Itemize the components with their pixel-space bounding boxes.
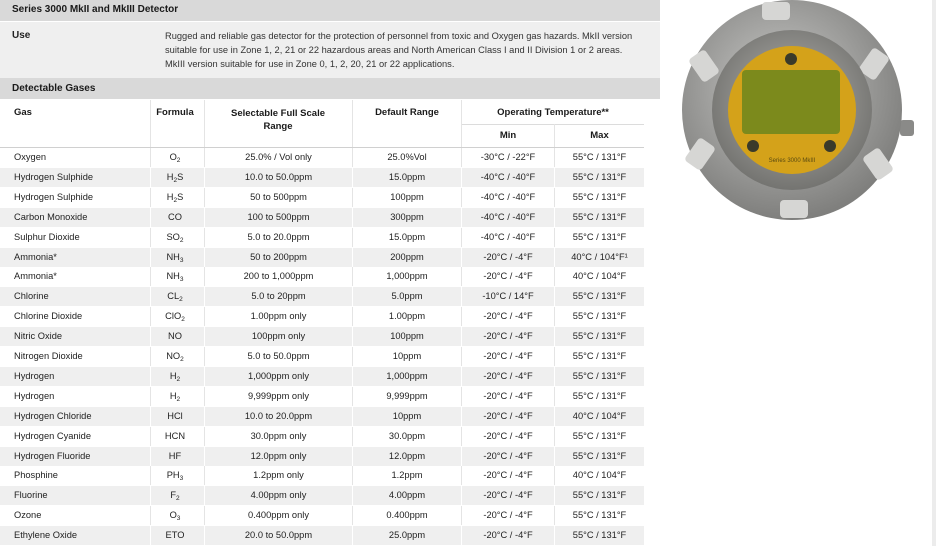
max-temp-cell: 40°C / 104°F [572,410,627,421]
table-row [0,466,644,485]
min-temp-cell: -20°C / -4°F [483,430,533,441]
max-temp-cell: 55°C / 131°F [572,191,627,202]
max-temp-cell: 55°C / 131°F [572,370,627,381]
gas-cell: Hydrogen Chloride [14,410,92,421]
min-temp-cell: -20°C / -4°F [483,271,533,282]
table-row [0,347,644,366]
header-default: Default Range [375,107,439,118]
default-range-cell: 25.0ppm [388,530,426,541]
table-row [0,168,644,187]
max-temp-cell: 55°C / 131°F [572,430,627,441]
table-row [0,148,644,167]
max-temp-cell: 55°C / 131°F [572,231,627,242]
range-cell: 1.00ppm only [250,311,307,322]
range-cell: 25.0% / Vol only [245,152,312,162]
lug-2 [762,2,790,20]
table-row [0,486,644,505]
range-cell: 0.400ppm only [248,510,309,521]
range-cell: 10.0 to 50.0ppm [244,171,313,182]
table-row [0,307,644,326]
max-temp-cell: 40°C / 104°F¹ [571,251,628,262]
max-temp-cell: 40°C / 104°F [572,470,627,481]
min-temp-cell: -40°C / -40°F [480,211,536,222]
formula-cell: HCl [167,410,183,421]
gas-cell: Oxygen [14,152,47,162]
range-cell: 20.0 to 50.0ppm [244,530,313,541]
gas-cell: Chlorine [14,291,49,302]
min-temp-cell: -10°C / 14°F [482,291,534,302]
table-row [0,228,644,247]
max-temp-cell: 55°C / 131°F [572,331,627,342]
gas-cell: Hydrogen [14,370,55,381]
min-temp-cell: -20°C / -4°F [483,311,533,322]
gas-cell: Hydrogen Sulphide [14,171,94,182]
min-temp-cell: -40°C / -40°F [480,231,536,242]
min-temp-cell: -20°C / -4°F [483,251,533,262]
default-range-cell: 1,000ppm [386,271,428,282]
max-temp-cell: 55°C / 131°F [572,211,627,222]
formula-cell: $SO_2$ [166,231,184,244]
default-range-cell: 4.00ppm [388,490,426,501]
header-operating: Operating Temperature** [497,107,609,118]
max-temp-cell: 55°C / 131°F [572,291,627,302]
gas-cell: Hydrogen Fluoride [14,450,91,461]
gas-cell: Ammonia* [14,251,57,262]
detector-illustration [672,0,936,230]
gas-cell: Chlorine Dioxide [14,311,83,322]
default-range-cell: 5.0ppm [391,291,423,302]
min-temp-cell: -40°C / -40°F [480,191,536,202]
down-button-icon [747,140,759,152]
default-range-cell: 25.0%Vol [387,152,427,162]
range-cell: 1,000ppm only [248,370,309,381]
table-row [0,367,644,386]
range-cell: 12.0ppm only [250,450,307,461]
min-temp-cell: -20°C / -4°F [483,351,533,361]
table-row [0,327,644,346]
use-label: Use [12,30,31,41]
gas-cell: Ozone [14,510,42,521]
min-temp-cell: -20°C / -4°F [483,510,533,521]
use-row [0,22,660,78]
top-button-icon [785,53,797,65]
default-range-cell: 1.00ppm [388,311,426,322]
default-range-cell: 1.2ppm [391,470,423,481]
table-row [0,248,644,267]
default-range-cell: 12.0ppm [388,450,426,461]
formula-cell: $F_2$ [170,490,180,503]
table-row [0,287,644,306]
formula-cell: $H_2$ [169,390,181,403]
gas-cell: Fluorine [14,490,48,501]
default-range-cell: 300ppm [390,211,424,222]
max-temp-cell: 55°C / 131°F [572,171,627,182]
max-temp-cell: 55°C / 131°F [572,390,627,401]
max-temp-cell: 55°C / 131°F [572,152,627,162]
gas-cell: Hydrogen Sulphide [14,191,94,202]
detector-label: Series 3000 MkIII [768,158,816,164]
min-temp-cell: -20°C / -4°F [483,490,533,501]
min-temp-cell: -20°C / -4°F [483,331,533,342]
range-cell: 10.0 to 20.0ppm [244,410,313,421]
range-cell: 50 to 200ppm [250,251,307,262]
min-temp-cell: -20°C / -4°F [483,410,533,421]
default-range-cell: 1,000ppm [386,370,428,381]
max-temp-cell: 40°C / 104°F [572,271,627,282]
table-row [0,188,644,207]
table-row [0,506,644,525]
min-temp-cell: -20°C / -4°F [483,390,533,401]
lcd-screen [742,70,840,134]
formula-cell: $H_2S$ [166,191,184,204]
formula-cell: $NH_3$ [166,251,184,264]
range-cell: 200 to 1,000ppm [243,271,314,282]
default-range-cell: 9,999ppm [386,390,428,401]
lug-5 [780,200,808,218]
formula-cell: $CL_2$ [167,291,183,304]
min-temp-cell: -20°C / -4°F [483,470,533,481]
header-formula: Formula [156,107,194,118]
table-row [0,267,644,286]
table-row [0,526,644,545]
gas-cell: Hydrogen [14,390,55,401]
min-temp-cell: -20°C / -4°F [483,450,533,461]
gas-cell: Ammonia* [14,271,57,282]
range-cell: 50 to 500ppm [250,191,307,202]
max-temp-cell: 55°C / 131°F [572,510,627,521]
range-cell: 9,999ppm only [248,390,309,401]
formula-cell: ETO [165,530,185,541]
range-cell: 4.00ppm only [250,490,307,501]
range-cell: 5.0 to 20.0ppm [247,231,310,242]
formula-cell: $H_2$ [169,370,181,383]
default-range-cell: 15.0ppm [388,231,426,242]
min-temp-cell: -20°C / -4°F [483,530,533,541]
formula-cell: NO [168,331,182,342]
default-range-cell: 200ppm [390,251,424,262]
range-cell: 5.0 to 20ppm [251,291,306,302]
header-max: Max [590,130,609,141]
range-cell: 5.0 to 50.0ppm [247,351,310,361]
table-row [0,427,644,446]
gas-cell: Hydrogen Cyanide [14,430,92,441]
gas-cell: Phosphine [14,470,58,481]
formula-cell: CO [168,211,182,222]
table-row [0,387,644,406]
default-range-cell: 0.400ppm [386,510,428,521]
formula-cell: $O_3$ [169,510,181,523]
header-min: Min [499,130,517,141]
max-temp-cell: 55°C / 131°F [572,351,627,361]
formula-cell: $H_2S$ [166,171,184,184]
section-title: Detectable Gases [12,83,96,94]
default-range-cell: 10ppm [392,410,422,421]
range-cell: 100ppm only [251,331,306,342]
min-temp-cell: -30°C / -22°F [480,152,536,162]
formula-cell: $NO_2$ [166,351,184,363]
range-cell: 1.2ppm only [253,470,304,481]
range-cell: 30.0ppm only [250,430,307,441]
formula-cell: ClO$_2$ [165,311,185,324]
max-temp-cell: 55°C / 131°F [572,450,627,461]
formula-cell: $PH_3$ [166,470,184,483]
page-title: Series 3000 MkII and MkIII Detector [12,4,179,15]
default-range-cell: 100ppm [390,331,424,342]
gas-cell: Carbon Monoxide [14,211,88,222]
detector-photo [672,0,936,230]
max-temp-cell: 55°C / 131°F [572,490,627,501]
table-row [0,447,644,466]
min-temp-cell: -20°C / -4°F [483,370,533,381]
table-row [0,208,644,227]
formula-cell: $NH_3$ [166,271,184,284]
default-range-cell: 30.0ppm [388,430,426,441]
min-temp-cell: -40°C / -40°F [480,171,536,182]
gas-cell: Nitrogen Dioxide [14,351,83,361]
default-range-cell: 15.0ppm [388,171,426,182]
header-gas: Gas [14,107,32,118]
formula-cell: $O_2$ [169,152,181,164]
default-range-cell: 10ppm [392,351,422,361]
right-edge [932,0,936,546]
gas-cell: Ethylene Oxide [14,530,78,541]
cable-gland [900,120,914,136]
default-range-cell: 100ppm [390,191,424,202]
gas-cell: Nitric Oxide [14,331,63,342]
gas-cell: Sulphur Dioxide [14,231,80,242]
section-band [0,78,660,99]
up-button-icon [824,140,836,152]
max-temp-cell: 55°C / 131°F [572,311,627,322]
formula-cell: HCN [164,430,186,441]
formula-cell: HF [168,450,182,461]
max-temp-cell: 55°C / 131°F [572,530,627,541]
title-band [0,0,660,21]
table-row [0,407,644,426]
header-range: Selectable Full Scale Range [231,108,325,132]
range-cell: 100 to 500ppm [247,211,310,222]
use-text: Rugged and reliable gas detector for the protection of personnel from toxic and Oxygen gas hazards. MkII version suitable for use in Zone 1, 2, 21 or 22 hazardous areas and North American Class I and II Division 1 or 2 areas. MkIII version suitable for use in Zone 0, 1, 2, 20, 21 or 22 applications. [165,31,633,69]
